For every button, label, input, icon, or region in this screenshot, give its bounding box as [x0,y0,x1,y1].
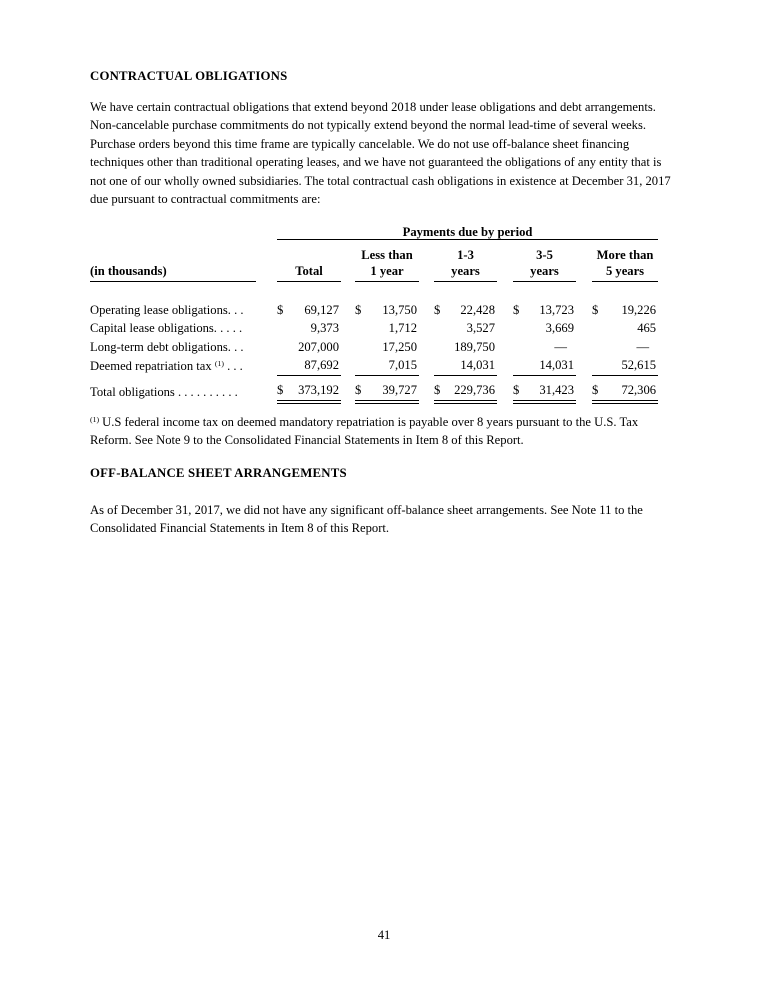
value-cell: 52,615 [608,356,658,375]
column-gap [419,240,434,264]
column-gap [576,319,592,338]
currency-cell [592,356,608,375]
currency-cell: $ [355,381,371,402]
col-header-more-than-5-years: 5 years [592,263,658,282]
column-gap [256,263,277,282]
row-label: Operating lease obligations. . . [90,302,244,317]
currency-cell [355,338,371,357]
column-gap [341,338,355,357]
column-gap [419,263,434,282]
column-gap [576,356,592,375]
currency-cell [513,356,529,375]
page-number: 41 [377,928,391,942]
column-gap [576,240,592,264]
row-label: Total obligations . . . . . . . . . . [90,385,238,400]
column-gap [341,301,355,320]
row-header-label: (in thousands) [90,263,256,282]
column-gap [497,240,513,264]
table-row-long-term-debt [90,338,658,357]
col-header-less-than-top: Less than [361,248,413,263]
contractual-obligations-table [90,225,658,404]
currency-cell [434,356,450,375]
value-cell: 19,226 [621,302,657,317]
column-gap [419,338,434,357]
col-header-less-than-1-year: 1 year [355,263,419,282]
footnote-marker-superscript: (1) [214,358,224,368]
currency-cell [592,319,608,338]
empty-cell [90,282,658,301]
column-gap [497,301,513,320]
value-cell: 31,423 [529,381,576,402]
currency-cell [277,338,293,357]
column-gap [341,240,355,264]
value-cell: 13,750 [382,302,417,317]
column-gap [497,338,513,357]
value-cell: — [554,339,567,354]
paragraph-off-balance-sheet: As of December 31, 2017, we did not have any significant off-balance sheet arrangements. See Note 11 to the Consolidated Financial Statements in Item 8 of this Report. [90,502,643,536]
column-gap [576,338,592,357]
column-header-row-top [90,240,658,264]
currency-cell: $ [434,302,441,317]
table-caption: Payments due by period [277,225,658,240]
column-gap [576,301,592,320]
value-cell: 39,727 [371,381,419,402]
currency-cell: $ [592,302,599,317]
column-gap [341,263,355,282]
value-cell: 72,306 [608,381,658,402]
column-header-row-bottom [90,263,658,282]
row-label: Capital lease obligations. . . . . [90,321,243,336]
currency-cell: $ [277,302,284,317]
column-gap [497,381,513,402]
column-gap [256,338,277,357]
value-cell: 373,192 [293,381,341,402]
value-cell: 3,669 [545,321,574,336]
column-gap [256,301,277,320]
column-gap [497,319,513,338]
value-cell: 1,712 [388,321,417,336]
currency-cell [434,338,450,357]
col-header-3-5-top: 3-5 [536,248,553,263]
value-cell: — [636,339,650,354]
currency-cell [277,356,293,375]
currency-cell [277,319,293,338]
table-row-operating-lease [90,301,658,320]
column-gap [497,263,513,282]
table-row-total-obligations [90,381,658,402]
value-cell: 14,031 [450,356,497,375]
currency-cell: $ [355,302,362,317]
column-gap [419,381,434,402]
value-cell: 87,692 [293,356,341,375]
value-cell: 7,015 [371,356,419,375]
section-heading-off-balance-sheet: OFF-BALANCE SHEET ARRANGEMENTS [90,465,347,480]
row-label [90,356,256,375]
currency-cell [355,319,371,338]
column-gap [341,381,355,402]
col-header-1-3-top: 1-3 [457,248,474,263]
table-row-capital-lease [90,319,658,338]
table-row-deemed-repatriation-tax [90,356,658,375]
value-cell: 207,000 [298,339,339,354]
empty-cell [90,240,277,264]
currency-cell: $ [434,381,450,402]
row-label-text: Deemed repatriation tax [90,358,215,373]
row-label: Long-term debt obligations. . . [90,339,244,354]
footnote-marker: (1) [90,414,100,424]
currency-cell: $ [513,381,529,402]
currency-cell [592,338,608,357]
value-cell: 22,428 [460,302,495,317]
column-gap [256,356,277,375]
column-gap [497,356,513,375]
table-caption-row [90,225,658,240]
column-gap [576,381,592,402]
value-cell: 189,750 [454,339,495,354]
value-cell: 3,527 [466,321,495,336]
col-header-total-top [277,240,341,264]
currency-cell [513,338,529,357]
column-gap [576,263,592,282]
column-gap [341,356,355,375]
row-label-dots: . . . [223,358,243,373]
value-cell: 465 [637,321,657,336]
currency-cell [434,319,450,338]
value-cell: 9,373 [310,321,339,336]
paragraph-contractual-obligations: We have certain contractual obligations that extend beyond 2018 under lease obligations and debt arrangements. Non-cancelable purchase commitments do not typically extend beyond the normal lead-time of several weeks. Purchase orders beyond this time frame are typically cancelable. We do not use off-balance sheet financing techniques other than traditional operating leases, and we have not guaranteed the obligations of any entity that is not one of our wholly owned subsidiaries. The total contractual cash obligations in existence at December 31, 2017 due pursuant to contractual commitments are: [90,100,671,207]
section-heading-contractual-obligations: CONTRACTUAL OBLIGATIONS [90,69,288,83]
currency-cell: $ [513,302,520,317]
column-gap [341,319,355,338]
spacer-row [90,282,658,301]
column-gap [419,356,434,375]
empty-cell [90,225,256,240]
col-header-3-5-years: years [513,263,576,282]
column-gap [419,301,434,320]
col-header-total: Total [277,263,341,282]
column-gap [256,381,277,402]
footnote-1 [90,413,680,450]
column-gap [256,319,277,338]
column-gap [256,225,277,240]
currency-cell: $ [277,381,293,402]
footnote-text: U.S federal income tax on deemed mandatory repatriation is payable over 8 years pursuant to the U.S. Tax Reform. See Note 9 to the Consolidated Financial Statements in Item 8 of this Report. [90,414,639,448]
currency-cell: $ [592,381,608,402]
currency-cell [355,356,371,375]
currency-cell [513,319,529,338]
col-header-more-than-top: More than [596,248,654,263]
column-gap [419,319,434,338]
value-cell: 229,736 [450,381,497,402]
value-cell: 14,031 [529,356,576,375]
value-cell: 17,250 [382,339,417,354]
value-cell: 69,127 [304,302,339,317]
col-header-1-3-years: years [434,263,497,282]
value-cell: 13,723 [539,302,574,317]
